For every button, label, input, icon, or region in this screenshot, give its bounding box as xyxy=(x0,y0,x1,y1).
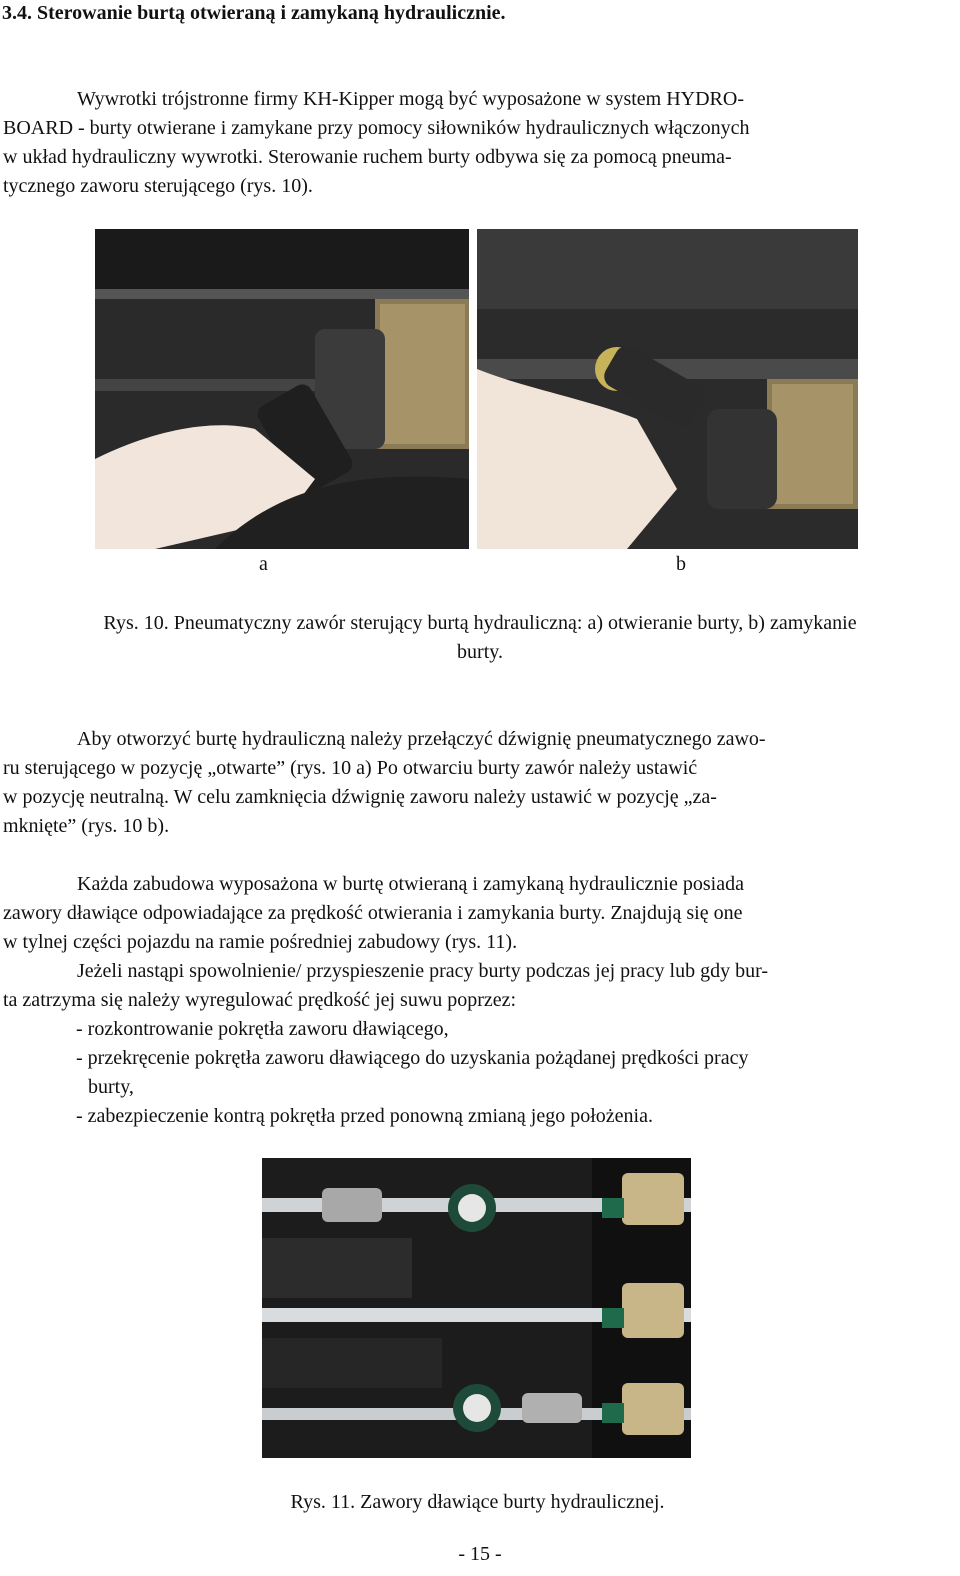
text-line: Jeżeli nastąpi spowolnienie/ przyspieszenie pracy burty podczas jej pracy lub gdy bur- xyxy=(77,960,769,982)
text-line: BOARD - burty otwierane i zamykane przy pomocy siłowników hydraulicznych włączonych xyxy=(3,117,750,139)
figure-10a-label: a xyxy=(259,553,268,575)
caption-line: Rys. 10. Pneumatyczny zawór sterujący burtą hydrauliczną: a) otwieranie burty, b) zamykanie xyxy=(103,612,857,634)
text-line: w tylnej części pojazdu na ramie pośredniej zabudowy (rys. 11). xyxy=(3,931,518,953)
text-line: Aby otworzyć burtę hydrauliczną należy przełączyć dźwignię pneumatycznego zawo- xyxy=(77,728,766,750)
text-line: Każda zabudowa wyposażona w burtę otwieraną i zamykaną hydraulicznie posiada xyxy=(77,873,744,895)
text-line: ta zatrzyma się należy wyregulować prędkość jej suwu poprzez: xyxy=(3,989,517,1011)
list-item: - rozkontrowanie pokrętła zaworu dławiącego, xyxy=(76,1018,449,1040)
figure-11-photo xyxy=(262,1158,691,1458)
caption-line: burty. xyxy=(457,641,503,663)
text-line: Wywrotki trójstronne firmy KH-Kipper mogą być wyposażone w system HYDRO- xyxy=(77,88,745,110)
list-item: - zabezpieczenie kontrą pokrętła przed ponowną zmianą jego położenia. xyxy=(76,1105,653,1127)
section-heading: 3.4. Sterowanie burtą otwieraną i zamykaną hydraulicznie. xyxy=(2,2,506,24)
figure-11-caption: Rys. 11. Zawory dławiące burty hydraulicznej. xyxy=(290,1491,665,1513)
figure-10-caption xyxy=(0,609,960,667)
list-item: - przekręcenie pokrętła zaworu dławiącego do uzyskania pożądanej prędkości pracy xyxy=(76,1047,749,1069)
figure-10b-photo xyxy=(477,229,858,549)
text-line: zawory dławiące odpowiadające za prędkość otwierania i zamykania burty. Znajdują się one xyxy=(3,902,743,924)
text-line: tycznego zaworu sterującego (rys. 10). xyxy=(3,175,313,197)
figure-10a-photo xyxy=(95,229,469,549)
list-item: burty, xyxy=(88,1076,134,1098)
page-number: - 15 - xyxy=(458,1543,502,1565)
text-line: ru sterującego w pozycję „otwarte” (rys. 10 a) Po otwarciu burty zawór należy ustawić xyxy=(3,757,698,779)
text-line: w pozycję neutralną. W celu zamknięcia dźwignię zaworu należy ustawić w pozycję „za- xyxy=(3,786,717,808)
figure-10b-label: b xyxy=(676,553,686,575)
text-line: w układ hydrauliczny wywrotki. Sterowanie ruchem burty odbywa się za pomocą pneuma- xyxy=(3,146,732,168)
text-line: mknięte” (rys. 10 b). xyxy=(3,815,170,837)
